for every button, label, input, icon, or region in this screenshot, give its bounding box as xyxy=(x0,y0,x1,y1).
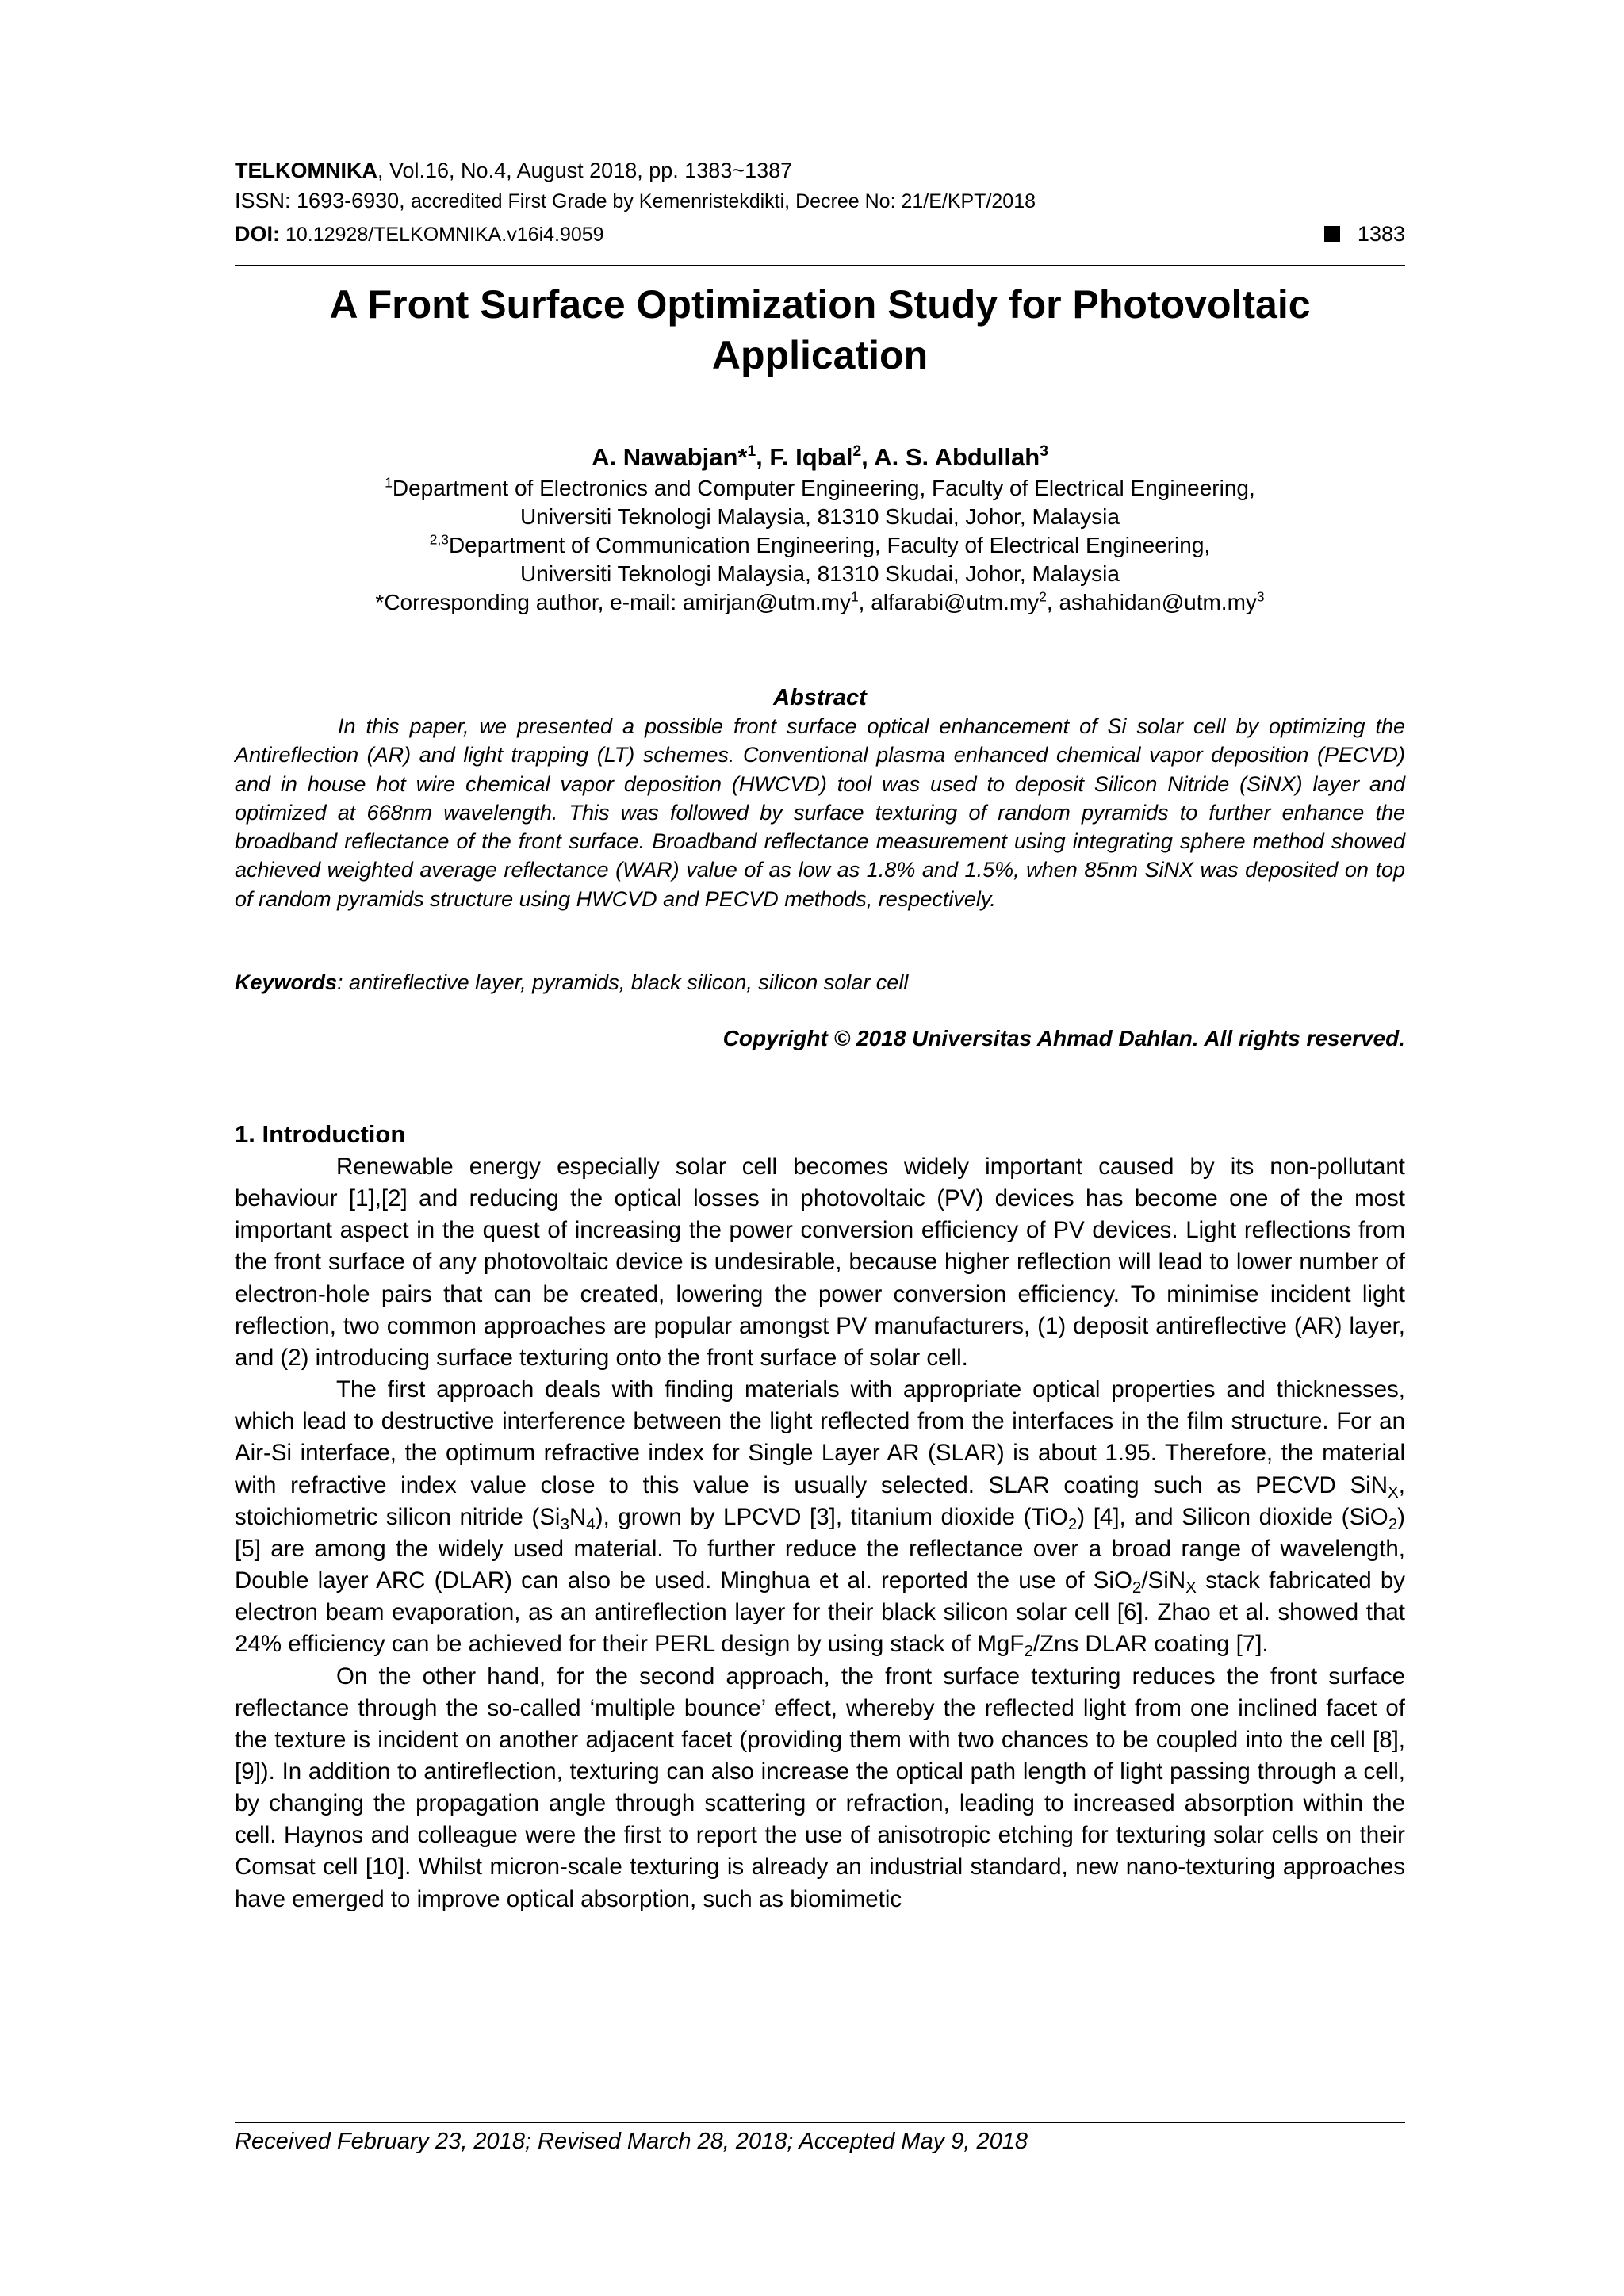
author-1: A. Nawabjan* xyxy=(592,443,748,471)
author-2-sup: 2 xyxy=(852,443,862,461)
corr-email-2: , alfarabi@utm.my xyxy=(858,590,1040,614)
paragraph-1: Renewable energy especially solar cell becomes widely important caused by its non-pollutant behaviour [1],[2] and reducing the optical losses in photovoltaic (PV) devices has become one of the most important aspect in the quest of increasing the power conversion efficiency of PV devices. Light reflections from the front surface of any photovoltaic device is undesirable, because higher reflection will lead to lower number of electron-hole pairs that can be created, lowering the power conversion efficiency. To minimise incident light reflection, two common approaches are popular amongst PV manufacturers, (1) deposit antireflective (AR) layer, and (2) introducing surface texturing onto the front surface of solar cell. xyxy=(235,1154,1405,1371)
keywords-label: Keywords xyxy=(235,970,338,994)
introduction-body xyxy=(235,1151,1405,1915)
section-heading-introduction: 1. Introduction xyxy=(235,1120,406,1148)
affiliation-1-text: Department of Electronics and Computer Engineering, Faculty of Electrical Engineering, xyxy=(392,476,1255,500)
keywords xyxy=(235,968,1405,997)
accreditation: accredited First Grade by Kemenristekdikti, Decree No: 21/E/KPT/2018 xyxy=(411,190,1036,212)
title-line-1: A Front Surface Optimization Study for Photovoltaic xyxy=(329,282,1311,327)
abstract-text: In this paper, we presented a possible front surface optical enhancement of Si solar cell by optimizing the Antireflection (AR) and light trapping (LT) schemes. Conventional plasma enhanced chemical vapor deposition (PECVD) and in house hot wire chemical vapor deposition (HWCVD) tool was used to deposit Silicon Nitride (SiNX) layer and optimized at 668nm wavelength. This was followed by surface texturing of random pyramids to further enhance the broadband reflectance of the front surface. Broadband reflectance measurement using integrating sphere method showed achieved weighted average reflectance (WAR) value of as low as 1.8% and 1.5%, when 85nm SiNX was deposited on top of random pyramids structure using HWCVD and PECVD methods, respectively. xyxy=(235,714,1405,911)
author-3-sup: 3 xyxy=(1040,443,1048,461)
paragraph-2: The first approach deals with finding materials with appropriate optical properties and thicknesses, which lead to destructive interference between the light reflected from the interfaces in the film structure. For an Air-Si interface, the optimum refractive index for Single Layer AR (SLAR) is about 1.95. Therefore, the material with refractive index value close to this value is usually selected. SLAR coating such as PECVD SiN$_X$, stoichiometric silicon nitride $(Si_3N_4)$, grown by LPCVD [3], titanium dioxide (TiO$_2$) [4], and Silicon dioxide (SiO$_2$) [5] are among the widely used material. To further reduce the reflectance over a broad range of wavelength, Double layer ARC (DLAR) can also be used. Minghua et al. reported the use of SiO$_2$/SiN$_X$ stack fabricated by electron beam evaporation, as an antireflection layer for their black silicon solar cell [6]. Zhao et al. showed that 24% efficiency can be achieved for their PERL design by using stack of MgF$_2$/Zns DLAR coating [7]. xyxy=(235,1376,1406,1661)
journal-name: TELKOMNIKA xyxy=(235,159,377,182)
author-2: , F. Iqbal xyxy=(756,443,853,471)
corr-email-1: *Corresponding author, e-mail: amirjan@utm.my xyxy=(375,590,851,614)
header-rule xyxy=(235,265,1405,266)
doi-label: DOI: xyxy=(235,222,280,246)
page-number: 1383 xyxy=(1357,222,1405,246)
issn-value: 1693-6930, xyxy=(290,189,405,212)
paragraph-3: On the other hand, for the second approach, the front surface texturing reduces the front surface reflectance through the so-called ‘multiple bounce’ effect, whereby the reflected light from one inclined facet of the texture is incident on another adjacent facet (providing them with two chances to be coupled into the cell [8],[9]). In addition to antireflection, texturing can also increase the optical path length of light passing through a cell, by changing the propagation angle through scattering or refraction, leading to increased absorption within the cell. Haynos and colleague were the first to report the use of anisotropic etching for texturing solar cells on their Comsat cell [10]. Whilst micron-scale texturing is already an industrial standard, new nano-texturing approaches have emerged to improve optical absorption, such as biomimetic xyxy=(235,1663,1405,1912)
affiliation-1-sup: 1 xyxy=(385,474,393,491)
received-dates: Received February 23, 2018; Revised March 28, 2018; Accepted May 9, 2018 xyxy=(235,2129,1028,2154)
corr-email-3: , ashahidan@utm.my xyxy=(1046,590,1257,614)
author-1-sup: 1 xyxy=(747,443,756,461)
issn-label: ISSN: xyxy=(235,189,291,212)
page-number-block xyxy=(1324,220,1405,247)
doi-line xyxy=(235,220,1405,248)
paper-title xyxy=(235,279,1405,381)
affiliation-1-line-1 xyxy=(235,474,1405,503)
affiliation-1-line-2: Universiti Teknologi Malaysia, 81310 Skudai, Johor, Malaysia xyxy=(520,504,1120,529)
corr-sup-1: 1 xyxy=(850,588,859,605)
corr-sup-2: 2 xyxy=(1039,588,1047,605)
affiliation-2-line-2: Universiti Teknologi Malaysia, 81310 Skudai, Johor, Malaysia xyxy=(520,561,1120,586)
square-bullet-icon xyxy=(1324,226,1340,242)
copyright-notice: Copyright © 2018 Universitas Ahmad Dahlan. All rights reserved. xyxy=(722,1026,1405,1050)
affiliation-2-text: Department of Communication Engineering, Faculty of Electrical Engineering, xyxy=(448,533,1211,557)
corr-sup-3: 3 xyxy=(1256,588,1265,605)
corresponding-author xyxy=(235,588,1405,617)
journal-header-line xyxy=(235,157,1405,184)
abstract-heading: Abstract xyxy=(773,685,867,710)
author-list xyxy=(235,442,1405,473)
footer-rule xyxy=(235,2122,1405,2123)
journal-volume: , Vol.16, No.4, August 2018, pp. 1383~1387 xyxy=(377,159,793,182)
author-3: , A. S. Abdullah xyxy=(861,443,1040,471)
issn-line xyxy=(235,187,1405,215)
doi-value: 10.12928/TELKOMNIKA.v16i4.9059 xyxy=(280,224,604,246)
keywords-text: : antireflective layer, pyramids, black silicon, silicon solar cell xyxy=(337,970,909,994)
affiliation-2-sup: 2,3 xyxy=(429,531,449,548)
affiliation-2-line-1 xyxy=(235,531,1405,560)
title-line-2: Application xyxy=(711,333,929,377)
